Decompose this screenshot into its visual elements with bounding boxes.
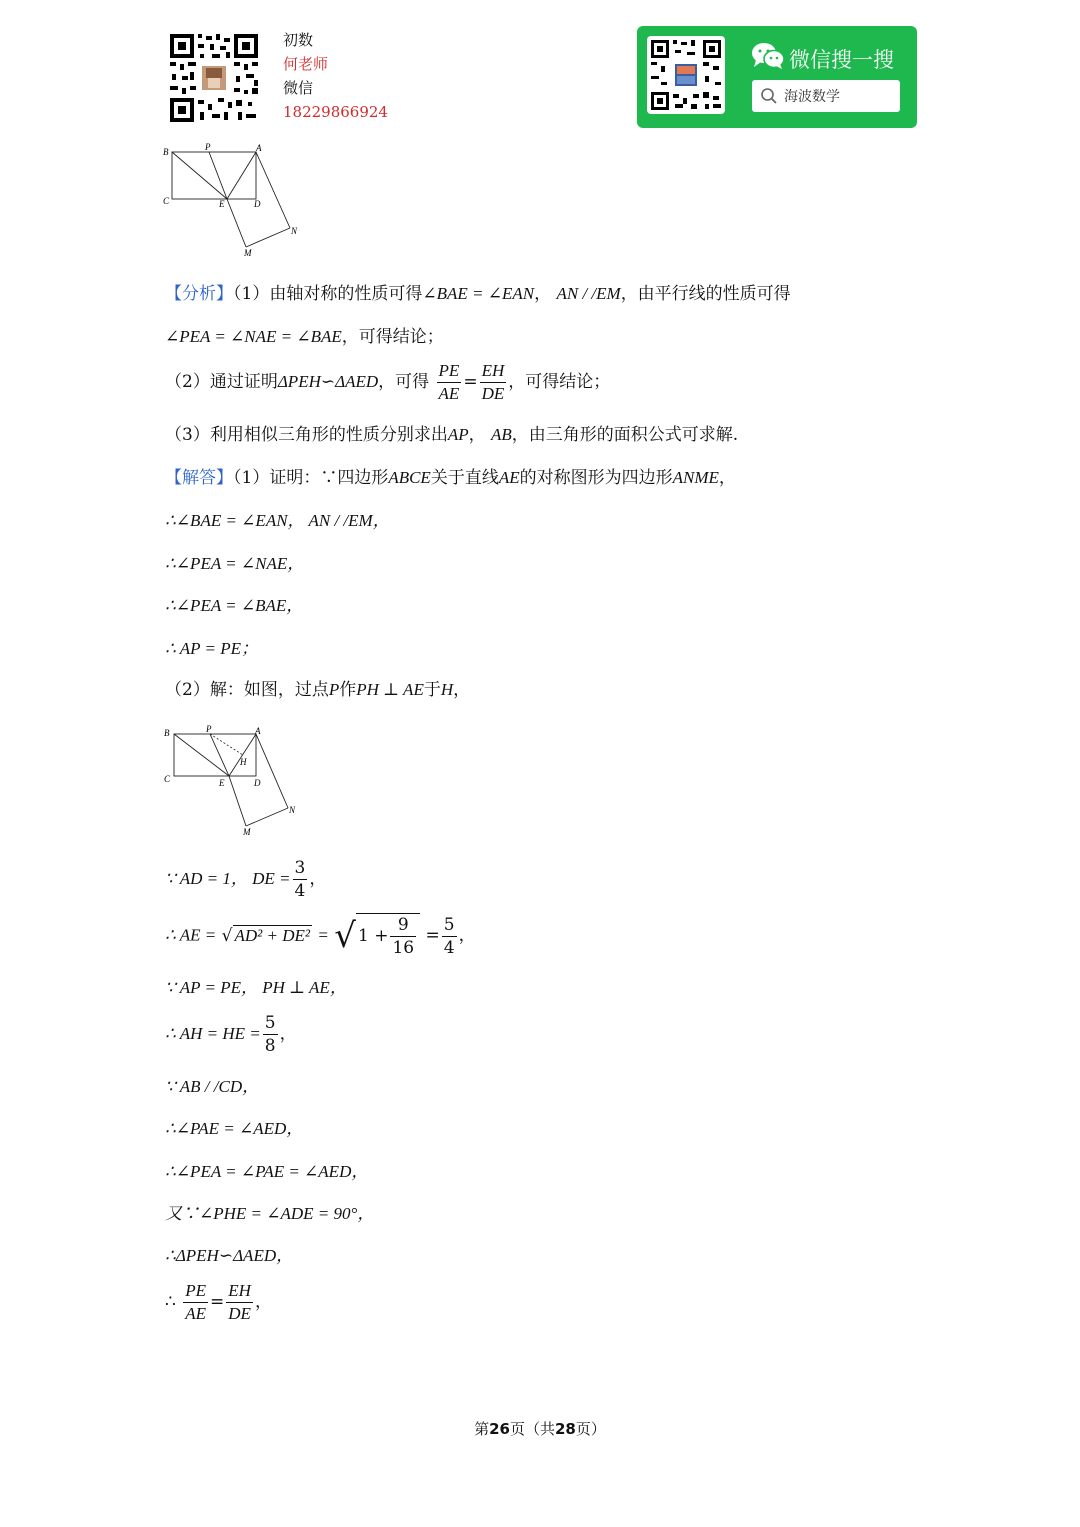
fraction-five-eighths: $\frac{5}{8}$	[264, 1013, 276, 1056]
fraction-three-quarters: $\frac{3}{4}$	[294, 858, 306, 901]
figure-2	[160, 722, 310, 840]
current-page: 26	[489, 1420, 510, 1438]
solution-line-16: ∴ $\frac{PE}{AE}$ = $\frac{EH}{DE}$ ，	[165, 1281, 272, 1323]
label-b: B	[164, 728, 170, 738]
solution-line-14: 又∵∠PHE = ∠ADE = 90°，	[165, 1204, 375, 1223]
label-d: D	[254, 199, 261, 209]
contact-line-teacher: 何老师	[283, 55, 329, 73]
solution-line-15: ∴ΔPEH∽ΔAED，	[165, 1246, 294, 1265]
label-m: M	[243, 827, 251, 837]
label-n: N	[291, 226, 298, 236]
solution-line-6: （2）解：如图，过点P作PH ⊥ AE于H，	[165, 680, 471, 700]
label-c: C	[163, 196, 170, 206]
contact-info	[283, 28, 388, 124]
solution-line-8: ∴ AE = √ AD² + DE² = √ 1 + $\frac{9}{16}$ = $\frac{5}{4}$ ，	[165, 914, 476, 958]
solution-line-10: ∴ AH = HE = $\frac{5}{8}$ ，	[165, 1013, 297, 1056]
solution-line-4: ∴∠PEA = ∠BAE，	[165, 596, 304, 615]
solution-line-9: ∵ AP = PE， PH ⊥ AE，	[165, 978, 347, 997]
contact-line-phone: 18229866924	[283, 103, 388, 121]
analysis-tag: 【分析】	[165, 284, 233, 304]
fraction-eh-de: $\frac{EH}{DE}$	[228, 1281, 251, 1323]
wechat-search-title: 微信搜一搜	[789, 48, 894, 72]
label-h: H	[240, 757, 247, 767]
label-e: E	[219, 778, 225, 788]
solution-line-12: ∴∠PAE = ∠AED，	[165, 1119, 304, 1138]
solution-line-2: ∴∠BAE = ∠EAN， AN / /EM，	[165, 511, 390, 530]
contact-line-subject: 初数	[283, 31, 314, 49]
magnifier-icon	[760, 87, 778, 105]
wechat-search-card[interactable]	[637, 26, 917, 128]
solution-line-3: ∴∠PEA = ∠NAE，	[165, 554, 305, 573]
solution-line-11: ∵ AB / /CD，	[165, 1077, 260, 1096]
label-a: A	[256, 143, 262, 153]
analysis-line-3: （2）通过证明ΔPEH∽ΔAED，可得 $\frac{PE}{AE}$ = $\frac{EH}{DE}$ ，可得结论；	[165, 361, 611, 403]
label-d: D	[254, 778, 261, 788]
figure-1	[160, 142, 310, 260]
solution-line-1: 【解答】（1）证明：∵四边形ABCE关于直线AE的对称图形为四边形ANME，	[165, 468, 736, 488]
label-n: N	[289, 805, 296, 815]
analysis-line-4: （3）利用相似三角形的性质分别求出AP， AB，由三角形的面积公式可求解.	[165, 425, 739, 445]
wechat-logo-icon	[751, 42, 785, 70]
solution-line-7: ∵ AD = 1， DE = $\frac{3}{4}$ ，	[165, 858, 327, 901]
wechat-search-query: 海波数学	[784, 89, 840, 105]
analysis-line-1: 【分析】（1）由轴对称的性质可得∠BAE = ∠EAN， AN / /EM，由平行线的性质可得	[165, 284, 791, 304]
solution-line-5: ∴ AP = PE；	[165, 639, 258, 658]
label-e: E	[219, 199, 225, 209]
label-a: A	[255, 726, 261, 736]
radical-2: √ 1 + $\frac{9}{16}$	[334, 913, 420, 959]
segment-ae	[227, 152, 256, 199]
segment-pe	[209, 152, 227, 199]
label-m: M	[244, 248, 252, 258]
label-p: P	[206, 724, 212, 734]
label-b: B	[163, 147, 169, 157]
wechat-qr-code	[647, 36, 725, 114]
solution-line-13: ∴∠PEA = ∠PAE = ∠AED，	[165, 1162, 369, 1181]
label-p: P	[205, 142, 211, 152]
fraction-eh-de: $\frac{EH}{DE}$	[481, 361, 505, 403]
wechat-search-box[interactable]	[752, 80, 900, 112]
contact-line-wechat: 微信	[283, 79, 314, 97]
fraction-five-quarters: $\frac{5}{4}$	[443, 914, 455, 958]
label-c: C	[164, 774, 171, 784]
analysis-line-2: ∠PEA = ∠NAE = ∠BAE，可得结论；	[165, 327, 444, 347]
segment-be	[172, 152, 227, 199]
radical-1: √ AD² + DE²	[221, 926, 310, 946]
fraction-pe-ae: $\frac{PE}{AE}$	[185, 1281, 207, 1323]
solution-tag: 【解答】	[165, 468, 233, 488]
contact-qr-code	[168, 32, 260, 124]
total-pages: 28	[555, 1420, 576, 1438]
page-footer: 第26页（共28页）	[474, 1420, 606, 1438]
fraction-pe-ae: $\frac{PE}{AE}$	[438, 361, 460, 403]
